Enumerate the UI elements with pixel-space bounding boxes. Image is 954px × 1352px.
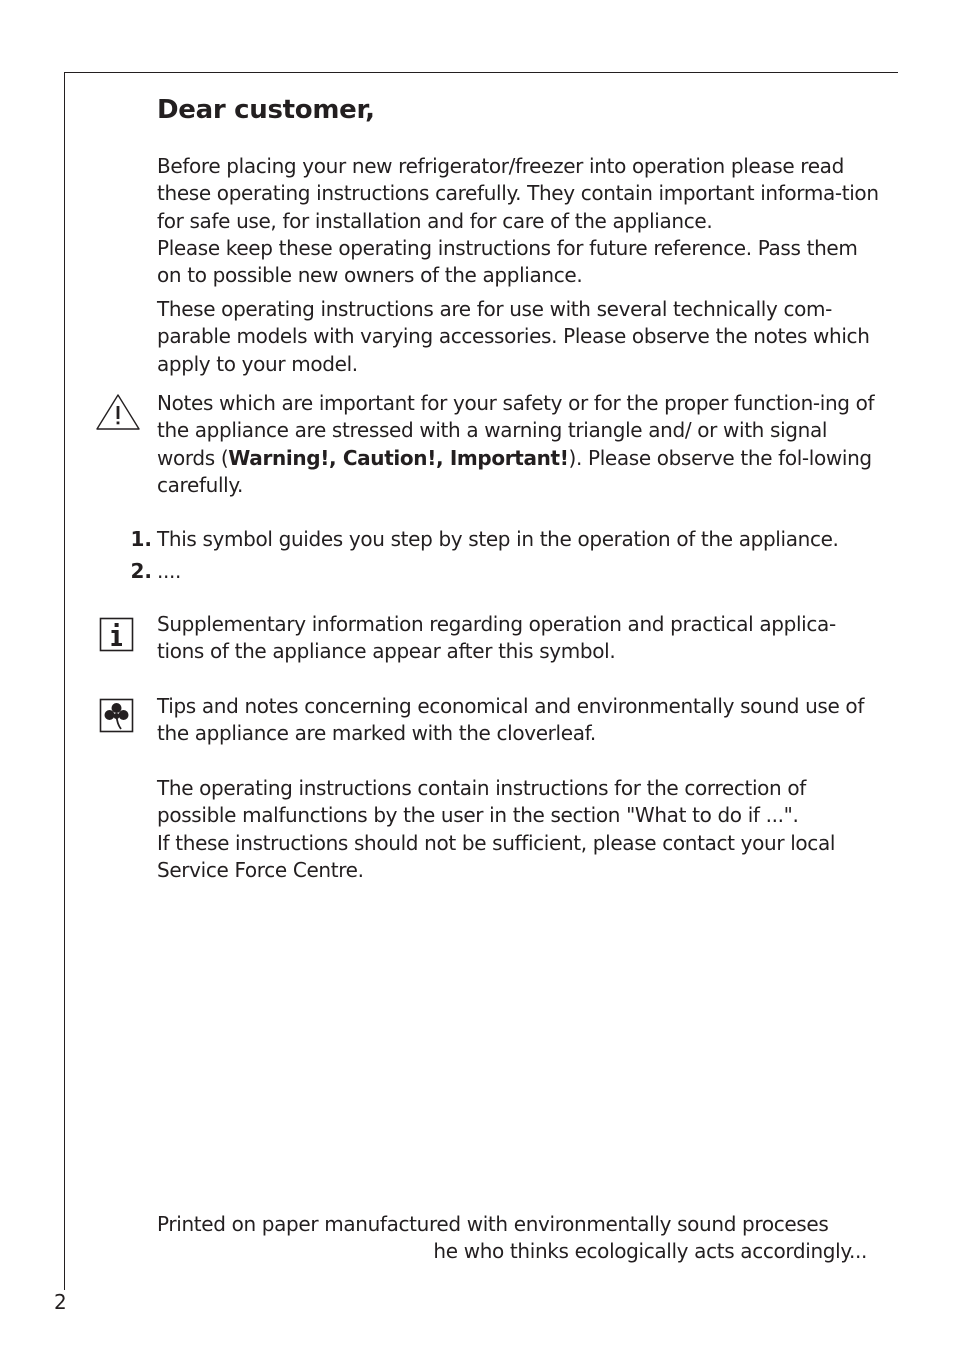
eco-paragraph: Tips and notes concerning economical and environmentally sound use of the appliance are marked with the cloverleaf.: [157, 694, 865, 746]
signal-words: Warning!, Caution!, Important!: [228, 445, 569, 470]
page-title: Dear customer,: [157, 95, 375, 125]
footer-line-1: Printed on paper manufactured with environmentally sound proceses: [157, 1212, 829, 1236]
malfunction-paragraph: [157, 775, 882, 884]
intro-text-1: Before placing your new refrigerator/freezer into operation please read these operating instructions carefully. They contain important informa-tion for safe use, for installation and for care of the appliance.: [157, 154, 879, 233]
intro-paragraph: [157, 153, 882, 289]
top-rule: [64, 72, 898, 73]
warning-text-end: ). Please observe the fol-lowing carefully.: [157, 445, 872, 497]
footer-line-2: he who thinks ecologically acts accordingly...: [433, 1239, 867, 1264]
warning-text: Notes which are important for your safety or for the proper function-ing of the appliance are stressed with a warning triangle and/ or with signal words (: [157, 391, 875, 470]
malfunction-text-2: If these instructions should not be sufficient, please contact your local Service Force Centre.: [157, 830, 836, 882]
info-icon: [99, 617, 135, 653]
info-paragraph: Supplementary information regarding operation and practical applica-tions of the appliance appear after this symbol.: [157, 612, 836, 664]
step-text-2: ....: [157, 559, 182, 583]
malfunction-text-1: The operating instructions contain instructions for the correction of possible malfunctions by the user in the section "What to do if ...".: [157, 776, 806, 828]
warning-triangle-icon: [95, 392, 141, 432]
step-text-1: This symbol guides you step by step in the operation of the appliance.: [157, 527, 839, 551]
intro-text-2: Please keep these operating instructions for future reference. Pass them on to possible new owners of the appliance.: [157, 235, 858, 288]
left-rule: [64, 72, 65, 1290]
page-number: 2: [54, 1290, 67, 1314]
footer-note: [157, 1211, 867, 1266]
models-paragraph: These operating instructions are for use with several technically com-parable models with varying accessories. Please observe the notes which apply to your model.: [157, 297, 870, 376]
warning-paragraph: [157, 390, 882, 499]
step-number-1: 1.: [130, 527, 152, 551]
cloverleaf-icon: [99, 698, 135, 734]
step-number-2: 2.: [130, 559, 152, 583]
